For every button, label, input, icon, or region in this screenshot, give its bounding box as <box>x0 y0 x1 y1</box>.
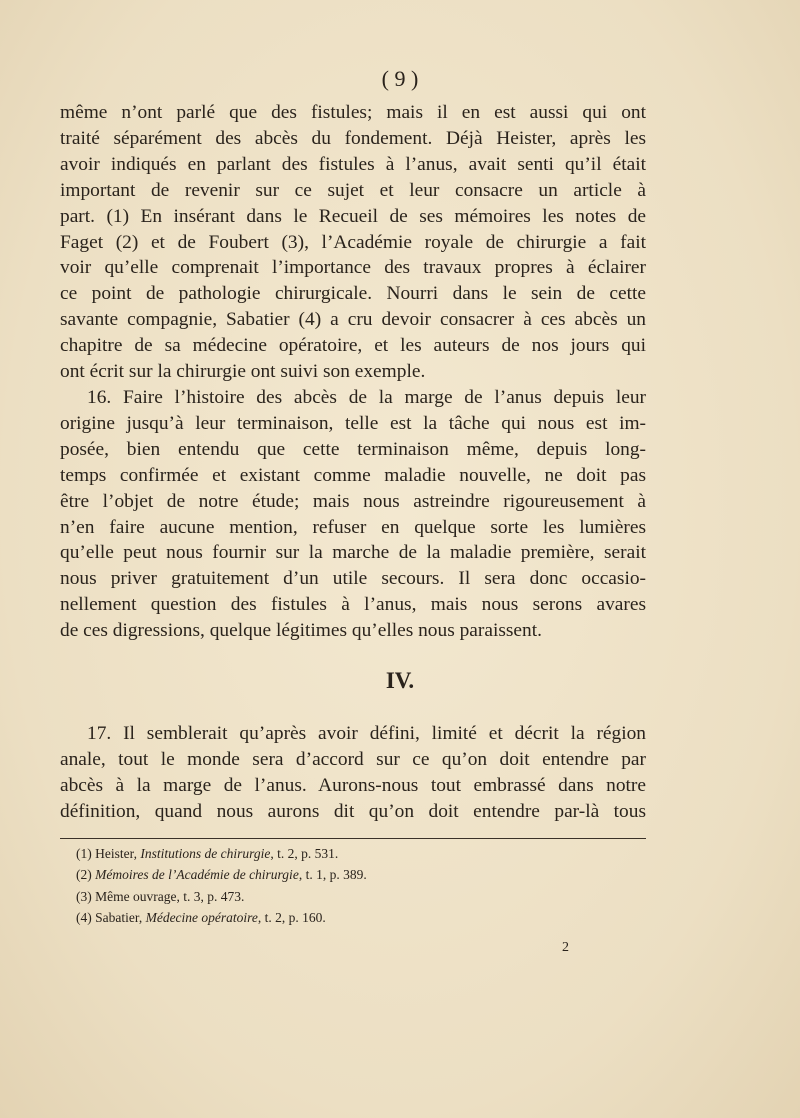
footnote-text: Sabatier, <box>95 909 146 925</box>
text-line: avoir indiqués en parlant des fistules à l’anus, avait senti qu’il était <box>60 153 646 175</box>
paragraph-17 <box>60 721 646 825</box>
text-line: part. (1) En insérant dans le Recueil de ses mémoires les notes de <box>60 205 646 227</box>
footnote <box>76 907 596 928</box>
text-line: n’en faire aucune mention, refuser en quelque sorte les lumières <box>60 516 646 538</box>
footnote-title: Mémoires de l’Académie de chirurgie <box>95 867 299 883</box>
footnote-number: (1) <box>76 846 92 861</box>
footnote-number: (4) <box>76 909 92 925</box>
footnote-number: (3) <box>76 888 92 904</box>
paragraph-15-continuation <box>60 100 646 385</box>
footnote <box>76 843 596 864</box>
footnote-rule <box>60 838 646 839</box>
text-line: même n’ont parlé que des fistules; mais il en est aussi qui ont <box>60 102 646 123</box>
text-line: abcès à la marge de l’anus. Aurons-nous tout embrassé dans notre <box>60 774 646 796</box>
text-line: nellement question des fistules à l’anus, mais nous serons avares <box>60 594 646 616</box>
footnotes <box>76 843 596 928</box>
text-line: chapitre de sa médecine opératoire, et les auteurs de nos jours qui <box>60 335 646 357</box>
footnote-title: Institutions de chirurgie <box>140 846 271 861</box>
text-line: Faget (2) et de Foubert (3), l’Académie royale de chirurgie a fait <box>60 231 646 253</box>
footnote-text: Heister, <box>95 846 141 861</box>
section-heading: IV. <box>385 668 415 693</box>
main-text-block <box>60 100 646 644</box>
footnote-text: Même ouvrage, t. 3, p. 473. <box>95 888 245 904</box>
text-line: être l’objet de notre étude; mais nous astreindre rigoureusement à <box>60 490 646 512</box>
text-line: 17. Il semblerait qu’après avoir défini, limité et décrit la région <box>87 723 646 744</box>
text-line: traité séparément des abcès du fondement. Déjà Heister, après les <box>60 127 646 149</box>
footnote <box>76 886 596 907</box>
text-line: 16. Faire l’histoire des abcès de la marge de l’anus depuis leur <box>87 386 646 408</box>
text-line: de ces digressions, quelque légitimes qu’elles nous paraissent. <box>60 620 542 642</box>
paragraph-16 <box>60 385 646 644</box>
text-line: qu’elle peut nous fournir sur la marche de la maladie première, serait <box>60 542 646 564</box>
text-line: ce point de pathologie chirurgicale. Nourri dans le sein de cette <box>60 283 646 305</box>
text-line: ont écrit sur la chirurgie ont suivi son exemple. <box>60 361 426 383</box>
footnote-ref: , t. 2, p. 531. <box>270 846 339 861</box>
page-number: ( 9 ) <box>381 66 419 91</box>
text-line: anale, tout le monde sera d’accord sur ce qu’on doit entendre par <box>60 748 646 770</box>
text-line: savante compagnie, Sabatier (4) a cru devoir consacrer à ces abcès un <box>60 309 646 331</box>
footnote-number: (2) <box>76 867 92 883</box>
footnote <box>76 864 596 885</box>
text-line: voir qu’elle comprenait l’importance des travaux propres à éclairer <box>60 257 646 279</box>
text-line: nous priver gratuitement d’un utile secours. Il sera donc occasio- <box>60 568 646 590</box>
footnote-title: Médecine opératoire <box>145 909 258 925</box>
text-line: temps confirmée et existant comme maladie nouvelle, ne doit pas <box>60 464 646 486</box>
text-line: origine jusqu’à leur terminaison, telle est la tâche qui nous est im- <box>60 412 646 434</box>
text-line: définition, quand nous aurons dit qu’on doit entendre par-là tous <box>60 800 646 822</box>
footnote-ref: , t. 2, p. 160. <box>257 909 326 925</box>
signature-mark: 2 <box>562 940 569 955</box>
text-line: posée, bien entendu que cette terminaison même, depuis long- <box>60 438 646 460</box>
text-line: important de revenir sur ce sujet et leur consacre un article à <box>60 179 646 201</box>
footnote-ref: , t. 1, p. 389. <box>298 867 367 883</box>
